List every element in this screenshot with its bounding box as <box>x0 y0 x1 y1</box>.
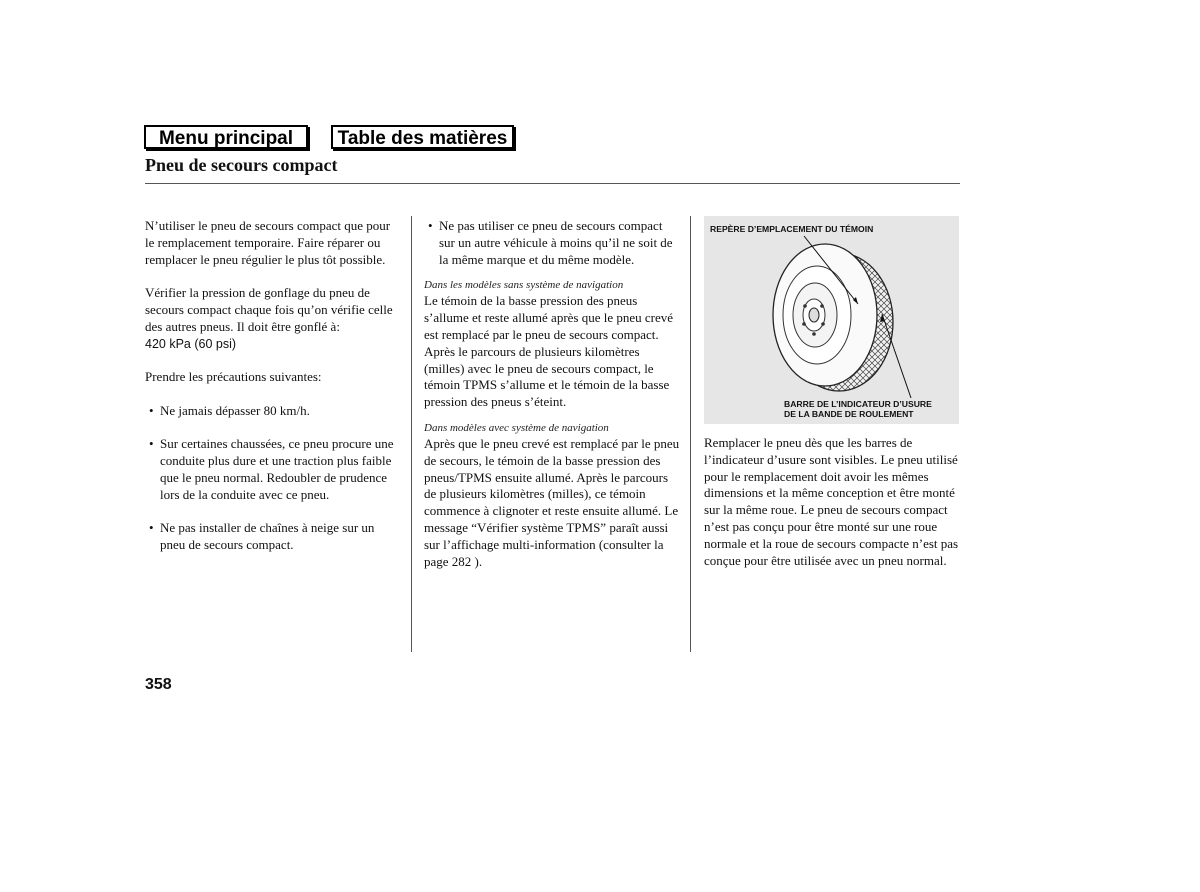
column-divider-right <box>690 216 691 652</box>
bullet-road-traction: • Sur certaines chaussées, ce pneu procure une conduite plus dure et une traction plus faible que le pneu normal. Redoubler de prudence lors de la conduite avec ce pneu. <box>145 436 401 503</box>
column-2 <box>424 218 680 570</box>
paragraph-temporary-use: N’utiliser le pneu de secours compact que pour le remplacement temporaire. Faire réparer ou remplacer le pneu régulier le plus tôt possible. <box>145 218 391 267</box>
bullet-snow-chains: • Ne pas installer de chaînes à neige sur un pneu de secours compact. <box>145 520 401 554</box>
paragraph-check-pressure: Vérifier la pression de gonflage du pneu de secours compact chaque fois qu’on vérifie celle des autres pneus. Il doit être gonflé à: <box>145 285 393 334</box>
paragraph-wear-indicator: Remplacer le pneu dès que les barres de l’indicateur d’usure sont visibles. Le pneu utilisé pour le remplacement doit avoir les mêmes dimensions et la même conception et être monté sur la même roue. Le pneu de secours compact n’est pas conçu pour être monté sur une roue normale et la roue de secours compacte n’est pas conçue pour être utilisée avec un pneu normal. <box>704 435 959 568</box>
column-1 <box>145 218 401 554</box>
paragraph-tpms-without-navigation: Le témoin de la basse pression des pneus s’allume et reste allumé après que le pneu crevé est remplacé par le pneu de secours compact. Après le parcours de plusieurs kilomètres (milles) avec le pneu de secours compact, le témoin TPMS s’allume et le témoin de la basse pression des pneus s’éteint. <box>424 293 674 410</box>
paragraph-tpms-with-navigation: Après que le pneu crevé est remplacé par le pneu de secours, le témoin de la basse pression des pneus/TPMS ensuite allumé. Après le parcours de plusieurs kilomètres (milles), ce témoin commence à clignoter et reste ensuite allumé. Le message “Vérifier système TPMS” paraît aussi sur l’affichage multi-information (consulter la page 282 ). <box>424 435 680 569</box>
page-number: 358 <box>145 676 172 693</box>
paragraph-precautions: Prendre les précautions suivantes: <box>145 369 322 385</box>
title-divider <box>145 183 960 184</box>
caption-wear-indicator-line-1: BARRE DE L’INDICATEUR D’USURE <box>784 399 932 409</box>
subheading-without-navigation: Dans les modèles sans système de navigation <box>424 279 624 292</box>
bullet-speed-limit: • Ne jamais dépasser 80 km/h. <box>145 403 401 420</box>
subheading-with-navigation: Dans modèles avec système de navigation <box>424 421 609 434</box>
main-menu-button[interactable]: Menu principal <box>144 125 308 149</box>
spare-tire-drawing <box>704 216 959 424</box>
pressure-value: 420 kPa (60 psi) <box>145 336 237 351</box>
section-title: Pneu de secours compact <box>145 155 338 175</box>
caption-indicator-location: REPÈRE D’EMPLACEMENT DU TÉMOIN <box>710 224 874 234</box>
table-of-contents-button[interactable]: Table des matières <box>331 125 514 149</box>
column-divider-left <box>411 216 412 652</box>
caption-wear-indicator-line-2: DE LA BANDE DE ROULEMENT <box>784 409 914 419</box>
bullet-other-vehicle: • Ne pas utiliser ce pneu de secours compact sur un autre véhicule à moins qu’il ne soit de la même marque et du même modèle. <box>424 218 680 268</box>
tire-illustration-panel <box>704 216 959 424</box>
column-3 <box>704 435 960 569</box>
